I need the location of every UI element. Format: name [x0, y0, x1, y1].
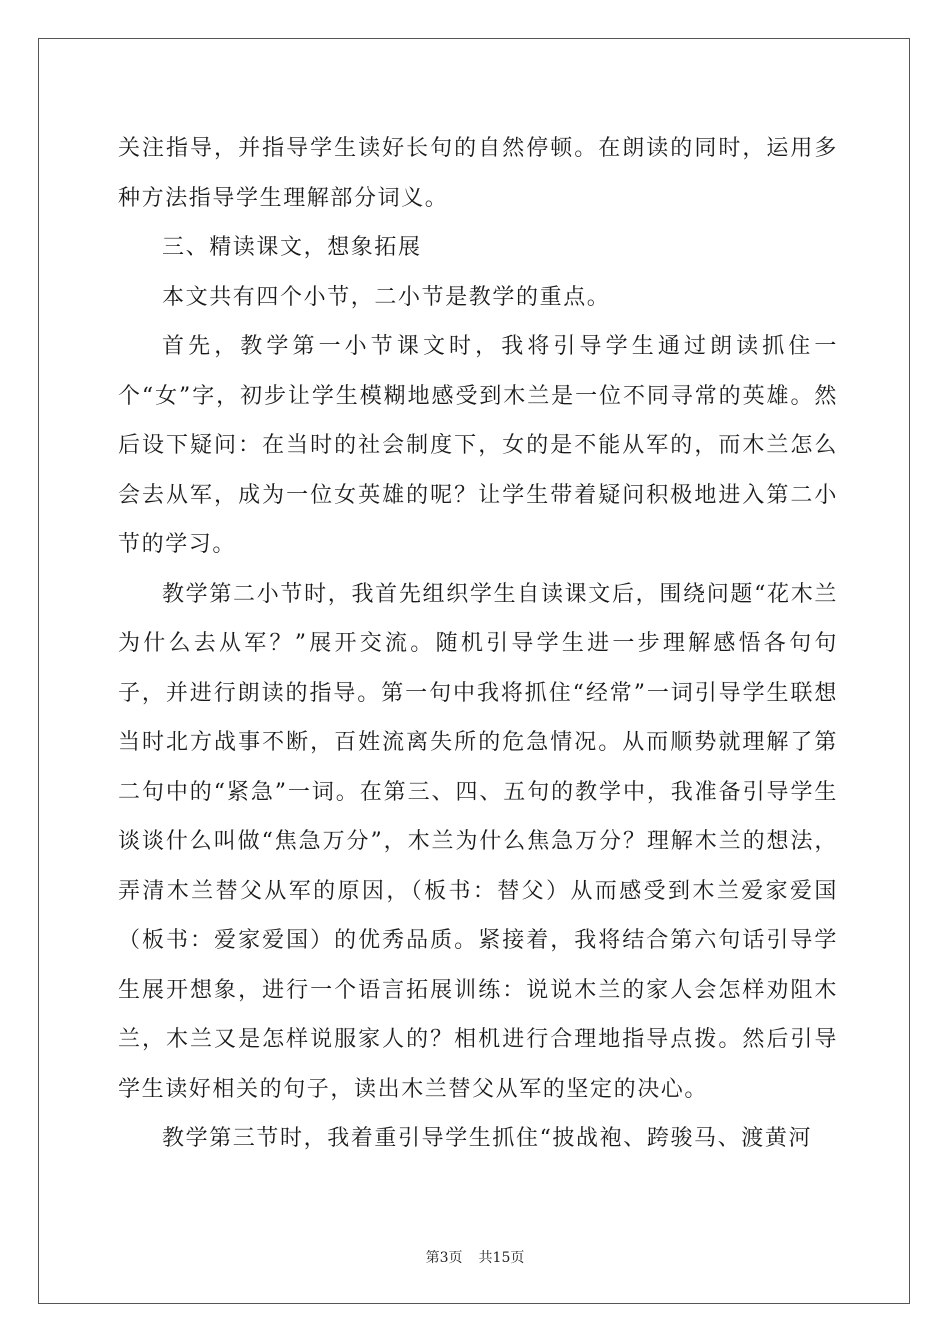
paragraph: 首先，教学第一小节课文时，我将引导学生通过朗读抓住一个“女”字，初步让学生模糊地感受到木兰是一位不同寻常的英雄。然后设下疑问：在当时的社会制度下，女的是不能从军的，而木兰怎么会去从军，成为一位女英雄的呢？让学生带着疑问积极地进入第二小节的学习。	[118, 334, 838, 557]
page-total: 共15页	[478, 1250, 525, 1266]
document-body	[118, 124, 838, 1164]
paragraph: 关注指导，并指导学生读好长句的自然停顿。在朗读的同时，运用多种方法指导学生理解部分词义。	[118, 136, 838, 211]
paragraph: 本文共有四个小节，二小节是教学的重点。	[162, 284, 611, 310]
section-heading: 三、精读课文，想象拓展	[162, 235, 422, 260]
paragraph: 教学第二小节时，我首先组织学生自读课文后，围绕问题“花木兰为什么去从军？”展开交流。随机引导学生进一步理解感悟各句句子，并进行朗读的指导。第一句中我将抓住“经常”一词引导学生联想当时北方战事不断，百姓流离失所的危急情况。从而顺势就理解了第二句中的“紧急”一词。在第三、四、五句的教学中，我准备引导学生谈谈什么叫做“焦急万分”，木兰为什么焦急万分？理解木兰的想法，弄清木兰替父从军的原因，（板书：替父）从而感受到木兰爱家爱国（板书：爱家爱国）的优秀品质。紧接着，我将结合第六句话引导学生展开想象，进行一个语言拓展训练：说说木兰的家人会怎样劝阻木兰，木兰又是怎样说服家人的？相机进行合理地指导点拨。然后引导学生读好相关的句子，读出木兰替父从军的坚定的决心。	[118, 581, 838, 1102]
paragraph: 教学第三节时，我着重引导学生抓住“披战袍、跨骏马、渡黄河	[162, 1126, 813, 1151]
page-number: 第3页	[425, 1250, 463, 1266]
page-footer	[0, 1247, 950, 1267]
